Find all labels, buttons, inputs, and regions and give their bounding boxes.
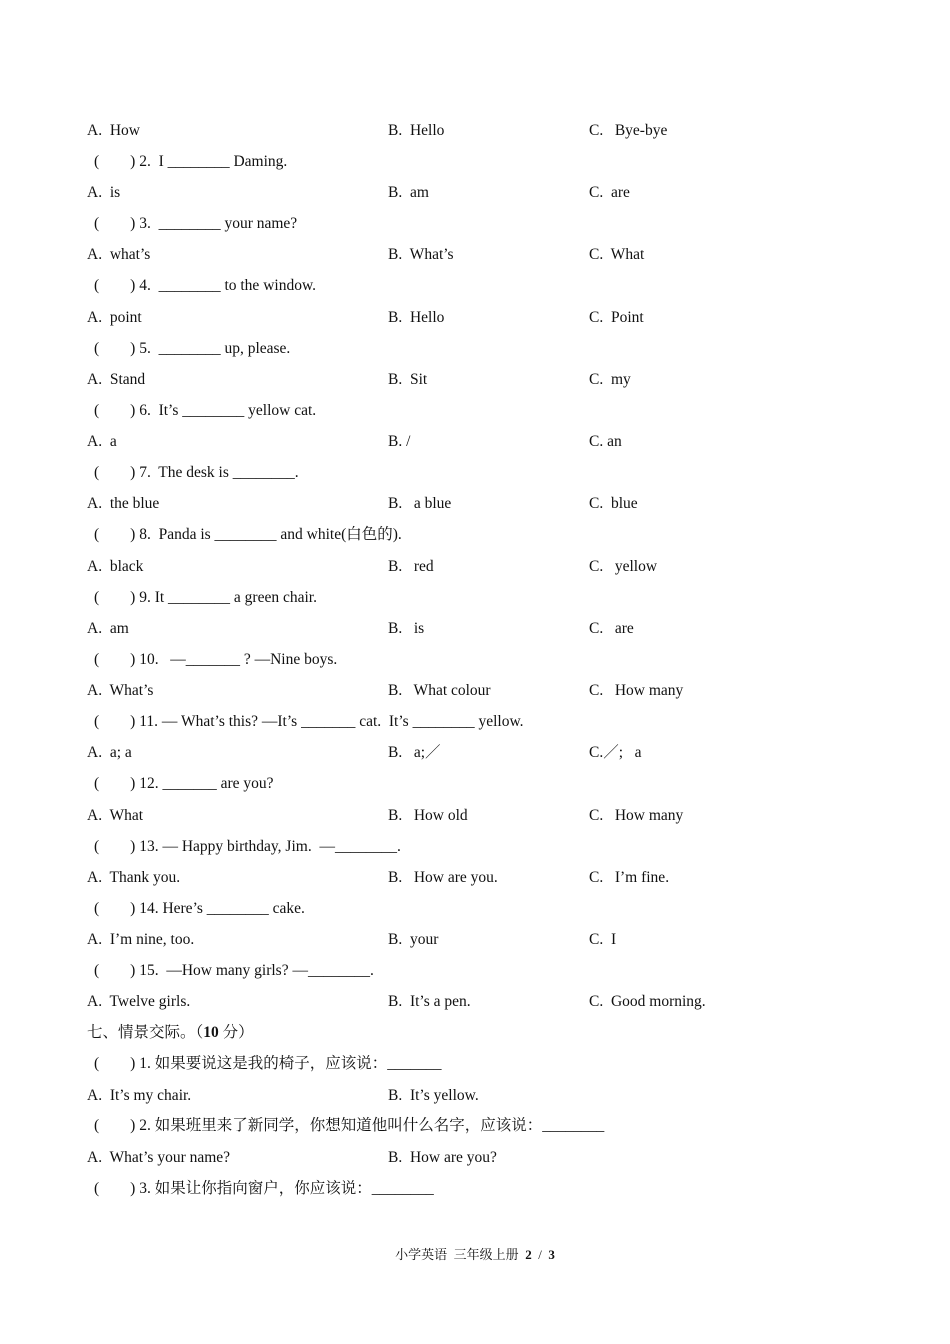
option-b: B. It’s a pen. (388, 993, 471, 1010)
q11-stem: ( ) 11. — What’s this? —It’s _______ cat. It’s ________ yellow. (94, 713, 524, 730)
option-a: A. a; a (87, 744, 132, 761)
q12-stem: ( ) 12. _______ are you? (94, 775, 274, 792)
option-c: C. I (589, 931, 617, 948)
option-a: A. Thank you. (87, 869, 181, 886)
q4-options (87, 307, 644, 329)
q14-stem: ( ) 14. Here’s ________ cake. (94, 900, 305, 917)
option-b: B. / (388, 433, 411, 450)
option-c: C. How many (589, 682, 684, 699)
q11-options (87, 742, 642, 764)
option-a: A. the blue (87, 495, 160, 512)
option-c: C. Point (589, 309, 644, 326)
footer-page-total: 3 (548, 1247, 555, 1262)
option-c: C. I’m fine. (589, 869, 670, 886)
q3-stem: ( ) 3. ________ your name? (94, 215, 298, 232)
option-b: B. What’s (388, 246, 454, 263)
q13-stem: ( ) 13. — Happy birthday, Jim. —________. (94, 838, 401, 855)
situation-1-stem: ( ) 1. 如果要说这是我的椅子，应该说：_______ (94, 1055, 442, 1072)
section-7-title-end: 分） (218, 1024, 254, 1041)
option-a: A. I’m nine, too. (87, 931, 195, 948)
q7-options (87, 493, 638, 515)
q10-options (87, 680, 684, 702)
section-7-heading (87, 1022, 254, 1044)
option-b: B. Hello (388, 309, 445, 326)
q1-options (87, 120, 668, 142)
q6-options (87, 431, 622, 453)
q8-stem: ( ) 8. Panda is ________ and white(白色的). (94, 526, 402, 543)
option-a: A. is (87, 184, 121, 201)
option-c: C. Bye-bye (589, 122, 668, 139)
option-a: A. Stand (87, 371, 146, 388)
section-7-score: 10 (203, 1024, 219, 1041)
option-b: B. Hello (388, 122, 445, 139)
section-7-title: 七、情景交际。（ (87, 1024, 204, 1041)
situation-2-options (87, 1147, 497, 1169)
situation-1-options (87, 1085, 479, 1107)
option-a: A. a (87, 433, 117, 450)
option-b: B. Sit (388, 371, 428, 388)
option-c: C. an (589, 433, 622, 450)
option-b: B. am (388, 184, 429, 201)
option-b: B. How are you. (388, 869, 498, 886)
page-footer (0, 1245, 950, 1265)
situation-3-stem: ( ) 3. 如果让你指向窗户，你应该说：________ (94, 1180, 434, 1197)
option-c: C. How many (589, 807, 684, 824)
q7-stem: ( ) 7. The desk is ________. (94, 464, 299, 481)
option-b: B. What colour (388, 682, 491, 699)
footer-separator: / (531, 1247, 549, 1262)
option-a: A. How (87, 122, 140, 139)
option-b: B. your (388, 931, 439, 948)
option-c: C. What (589, 246, 645, 263)
situation-2-stem: ( ) 2. 如果班里来了新同学，你想知道他叫什么名字，应该说：________ (94, 1117, 605, 1134)
option-b: B. How are you? (388, 1149, 497, 1166)
footer-text: 小学英语 三年级上册 (395, 1247, 526, 1262)
q8-options (87, 556, 658, 578)
option-c: C. blue (589, 495, 638, 512)
option-c: C. are (589, 620, 634, 637)
option-b: B. How old (388, 807, 468, 824)
option-a: A. What’s (87, 682, 154, 699)
q12-options (87, 805, 684, 827)
q10-stem: ( ) 10. —_______ ? —Nine boys. (94, 651, 338, 668)
option-a: A. what’s (87, 246, 151, 263)
option-c: C. my (589, 371, 631, 388)
option-c: C.／; a (589, 744, 642, 761)
option-a: A. am (87, 620, 129, 637)
option-a: A. It’s my chair. (87, 1087, 192, 1104)
option-b: B. red (388, 558, 434, 575)
option-a: A. What’s your name? (87, 1149, 231, 1166)
q9-options (87, 618, 634, 640)
option-a: A. What (87, 807, 144, 824)
option-b: B. It’s yellow. (388, 1087, 479, 1104)
q2-stem: ( ) 2. I ________ Daming. (94, 153, 288, 170)
option-a: A. Twelve girls. (87, 993, 191, 1010)
q14-options (87, 929, 617, 951)
q5-options (87, 369, 631, 391)
option-c: C. yellow (589, 558, 658, 575)
q9-stem: ( ) 9. It ________ a green chair. (94, 589, 317, 606)
option-c: C. are (589, 184, 630, 201)
q5-stem: ( ) 5. ________ up, please. (94, 340, 291, 357)
option-a: A. black (87, 558, 144, 575)
footer-page-number: 2 (525, 1247, 532, 1262)
q6-stem: ( ) 6. It’s ________ yellow cat. (94, 402, 317, 419)
q15-options (87, 991, 706, 1013)
q3-options (87, 244, 645, 266)
q15-stem: ( ) 15. —How many girls? —________. (94, 962, 374, 979)
option-b: B. is (388, 620, 425, 637)
option-b: B. a blue (388, 495, 452, 512)
q2-options (87, 182, 630, 204)
option-b: B. a;／ (388, 744, 441, 761)
q4-stem: ( ) 4. ________ to the window. (94, 277, 317, 294)
q13-options (87, 867, 670, 889)
option-a: A. point (87, 309, 142, 326)
option-c: C. Good morning. (589, 993, 706, 1010)
